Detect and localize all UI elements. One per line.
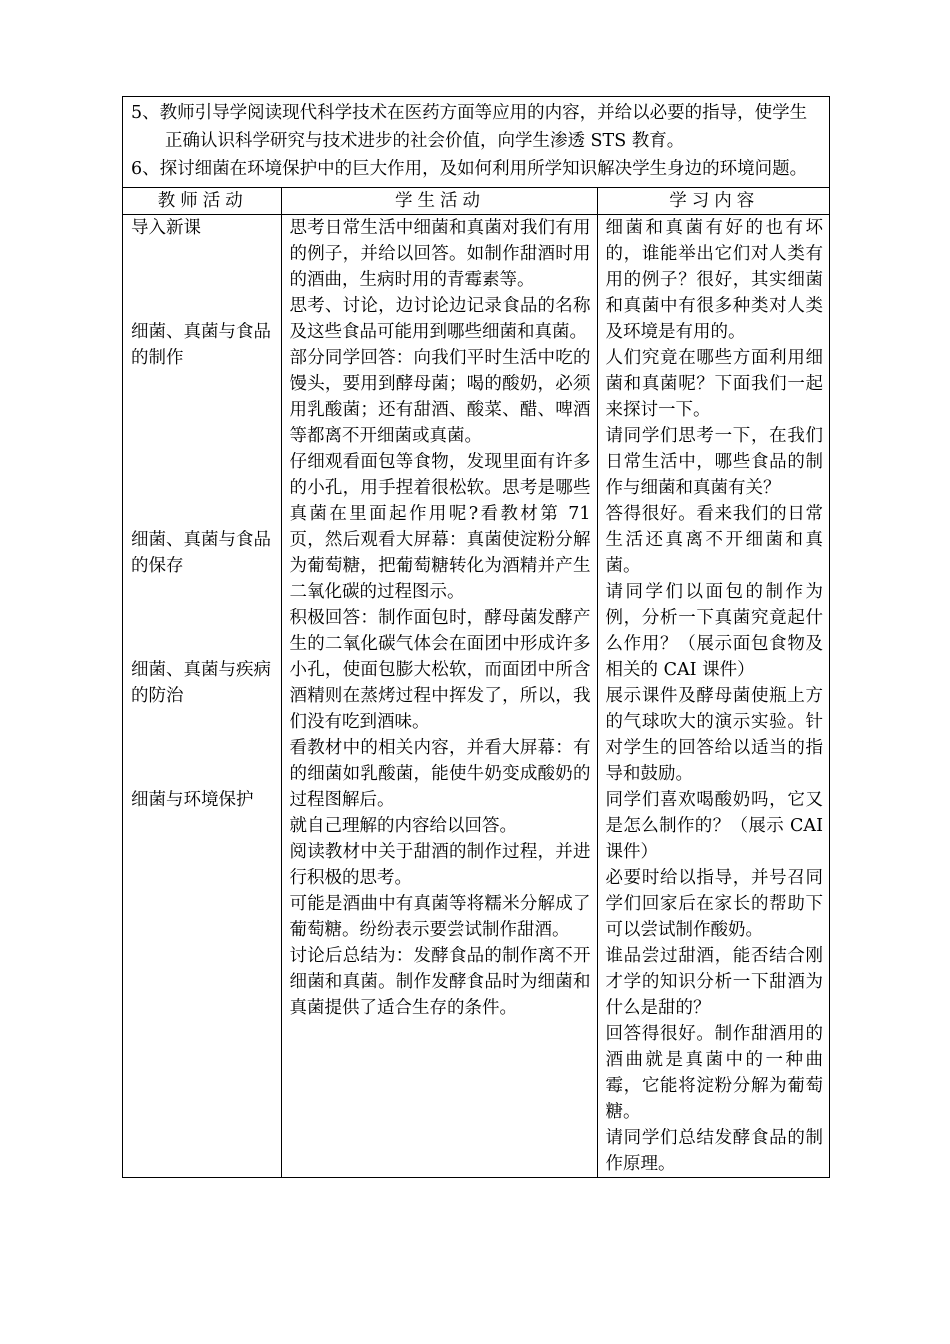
learning-content-item: 请同学们总结发酵食品的制作原理。: [605, 1128, 823, 1174]
table-header-row: [123, 188, 829, 215]
learning-content-item: 同学们喜欢喝酸奶吗，它又是怎么制作的？（展示 CAI 课件）: [605, 790, 823, 862]
topic-environment: 细菌与环境保护: [131, 790, 254, 810]
objective-item: 5、教师引导学阅读现代科学技术在医药方面等应用的内容，并给以必要的指导，使学生正确认识科学研究与技术进步的社会价值，向学生渗透 STS 教育。: [131, 103, 808, 151]
topic-food-preservation: 细菌、真菌与食品的保存: [131, 530, 271, 576]
learning-content-item: 谁品尝过甜酒，能否结合刚才学的知识分析一下甜酒为什么是甜的？: [605, 946, 823, 1018]
student-activity-item: 仔细观看面包等食物，发现里面有许多的小孔，用手捏着很松软。思考是哪些真菌在里面起作用呢?看教材第 71 页，然后观看大屏幕：真菌使淀粉分解为葡萄糖，把葡萄糖转化为酒精并产生二氧化碳的过程图示。: [289, 452, 591, 602]
objective-item: 6、探讨细菌在环境保护中的巨大作用，及如何利用所学知识解决学生身边的环境问题。: [131, 159, 808, 179]
learning-content-item: 回答得很好。制作甜酒用的酒曲就是真菌中的一种曲霉，它能将淀粉分解为葡萄糖。: [605, 1024, 823, 1122]
header-student-activity: 学生活动: [281, 188, 597, 215]
learning-content-item: 展示课件及酵母菌使瓶上方的气球吹大的演示实验。针对学生的回答给以适当的指导和鼓励。: [605, 686, 823, 784]
learning-content-item: 请同学们以面包的制作为例，分析一下真菌究竟起什么作用？（展示面包食物及相关的 CAI 课件）: [605, 582, 823, 680]
learning-content-item: 请同学们思考一下，在我们日常生活中，哪些食品的制作与细菌和真菌有关？: [605, 426, 823, 498]
teacher-activity-cell: [123, 215, 281, 1178]
table-body-row: [123, 215, 829, 1178]
student-activity-cell: [281, 215, 597, 1178]
activity-table: [123, 188, 829, 1177]
objectives-section: [123, 97, 829, 188]
student-activity-item: 就自己理解的内容给以回答。: [289, 816, 517, 836]
student-activity-item: 积极回答：制作面包时，酵母菌发酵产生的二氧化碳气体会在面团中形成许多小孔，使面包膨大松软，而面团中所含酒精则在蒸烤过程中挥发了，所以，我们没有吃到酒味。: [289, 608, 591, 732]
student-activity-item: 部分同学回答：向我们平时生活中吃的馒头，要用到酵母菌；喝的酸奶，必须用乳酸菌；还有甜酒、酸菜、醋、啤酒等都离不开细菌或真菌。: [289, 348, 591, 446]
learning-content-cell: [597, 215, 829, 1178]
topic-disease-prevention: 细菌、真菌与疾病的防治: [131, 660, 271, 706]
header-learning-content: 学习内容: [597, 188, 829, 215]
learning-content-item: 人们究竟在哪些方面利用细菌和真菌呢？下面我们一起来探讨一下。: [605, 348, 823, 420]
student-activity-item: 看教材中的相关内容，并看大屏幕：有的细菌如乳酸菌，能使牛奶变成酸奶的过程图解后。: [289, 738, 591, 810]
student-activity-item: 思考日常生活中细菌和真菌对我们有用的例子，并给以回答。如制作甜酒时用的酒曲，生病时用的青霉素等。: [289, 218, 591, 290]
learning-content-item: 细菌和真菌有好的也有坏的，谁能举出它们对人类有用的例子？很好，其实细菌和真菌中有很多种类对人类及环境是有用的。: [605, 218, 823, 342]
student-activity-item: 讨论后总结为：发酵食品的制作离不开细菌和真菌。制作发酵食品时为细菌和真菌提供了适合生存的条件。: [289, 946, 591, 1018]
learning-content-item: 答得很好。看来我们的日常生活还真离不开细菌和真菌。: [605, 504, 823, 576]
learning-content-item: 必要时给以指导，并号召同学们回家后在家长的帮助下可以尝试制作酸奶。: [605, 868, 823, 940]
student-activity-item: 阅读教材中关于甜酒的制作过程，并进行积极的思考。: [289, 842, 591, 888]
student-activity-item: 思考、讨论，边讨论边记录食品的名称及这些食品可能用到哪些细菌和真菌。: [289, 296, 591, 342]
topic-intro: 导入新课: [131, 218, 201, 238]
student-activity-item: 可能是酒曲中有真菌等将糯米分解成了葡萄糖。纷纷表示要尝试制作甜酒。: [289, 894, 591, 940]
lesson-plan-sheet: [122, 96, 830, 1178]
topic-food-making: 细菌、真菌与食品的制作: [131, 322, 271, 368]
header-teacher-activity: 教师活动: [123, 188, 281, 215]
